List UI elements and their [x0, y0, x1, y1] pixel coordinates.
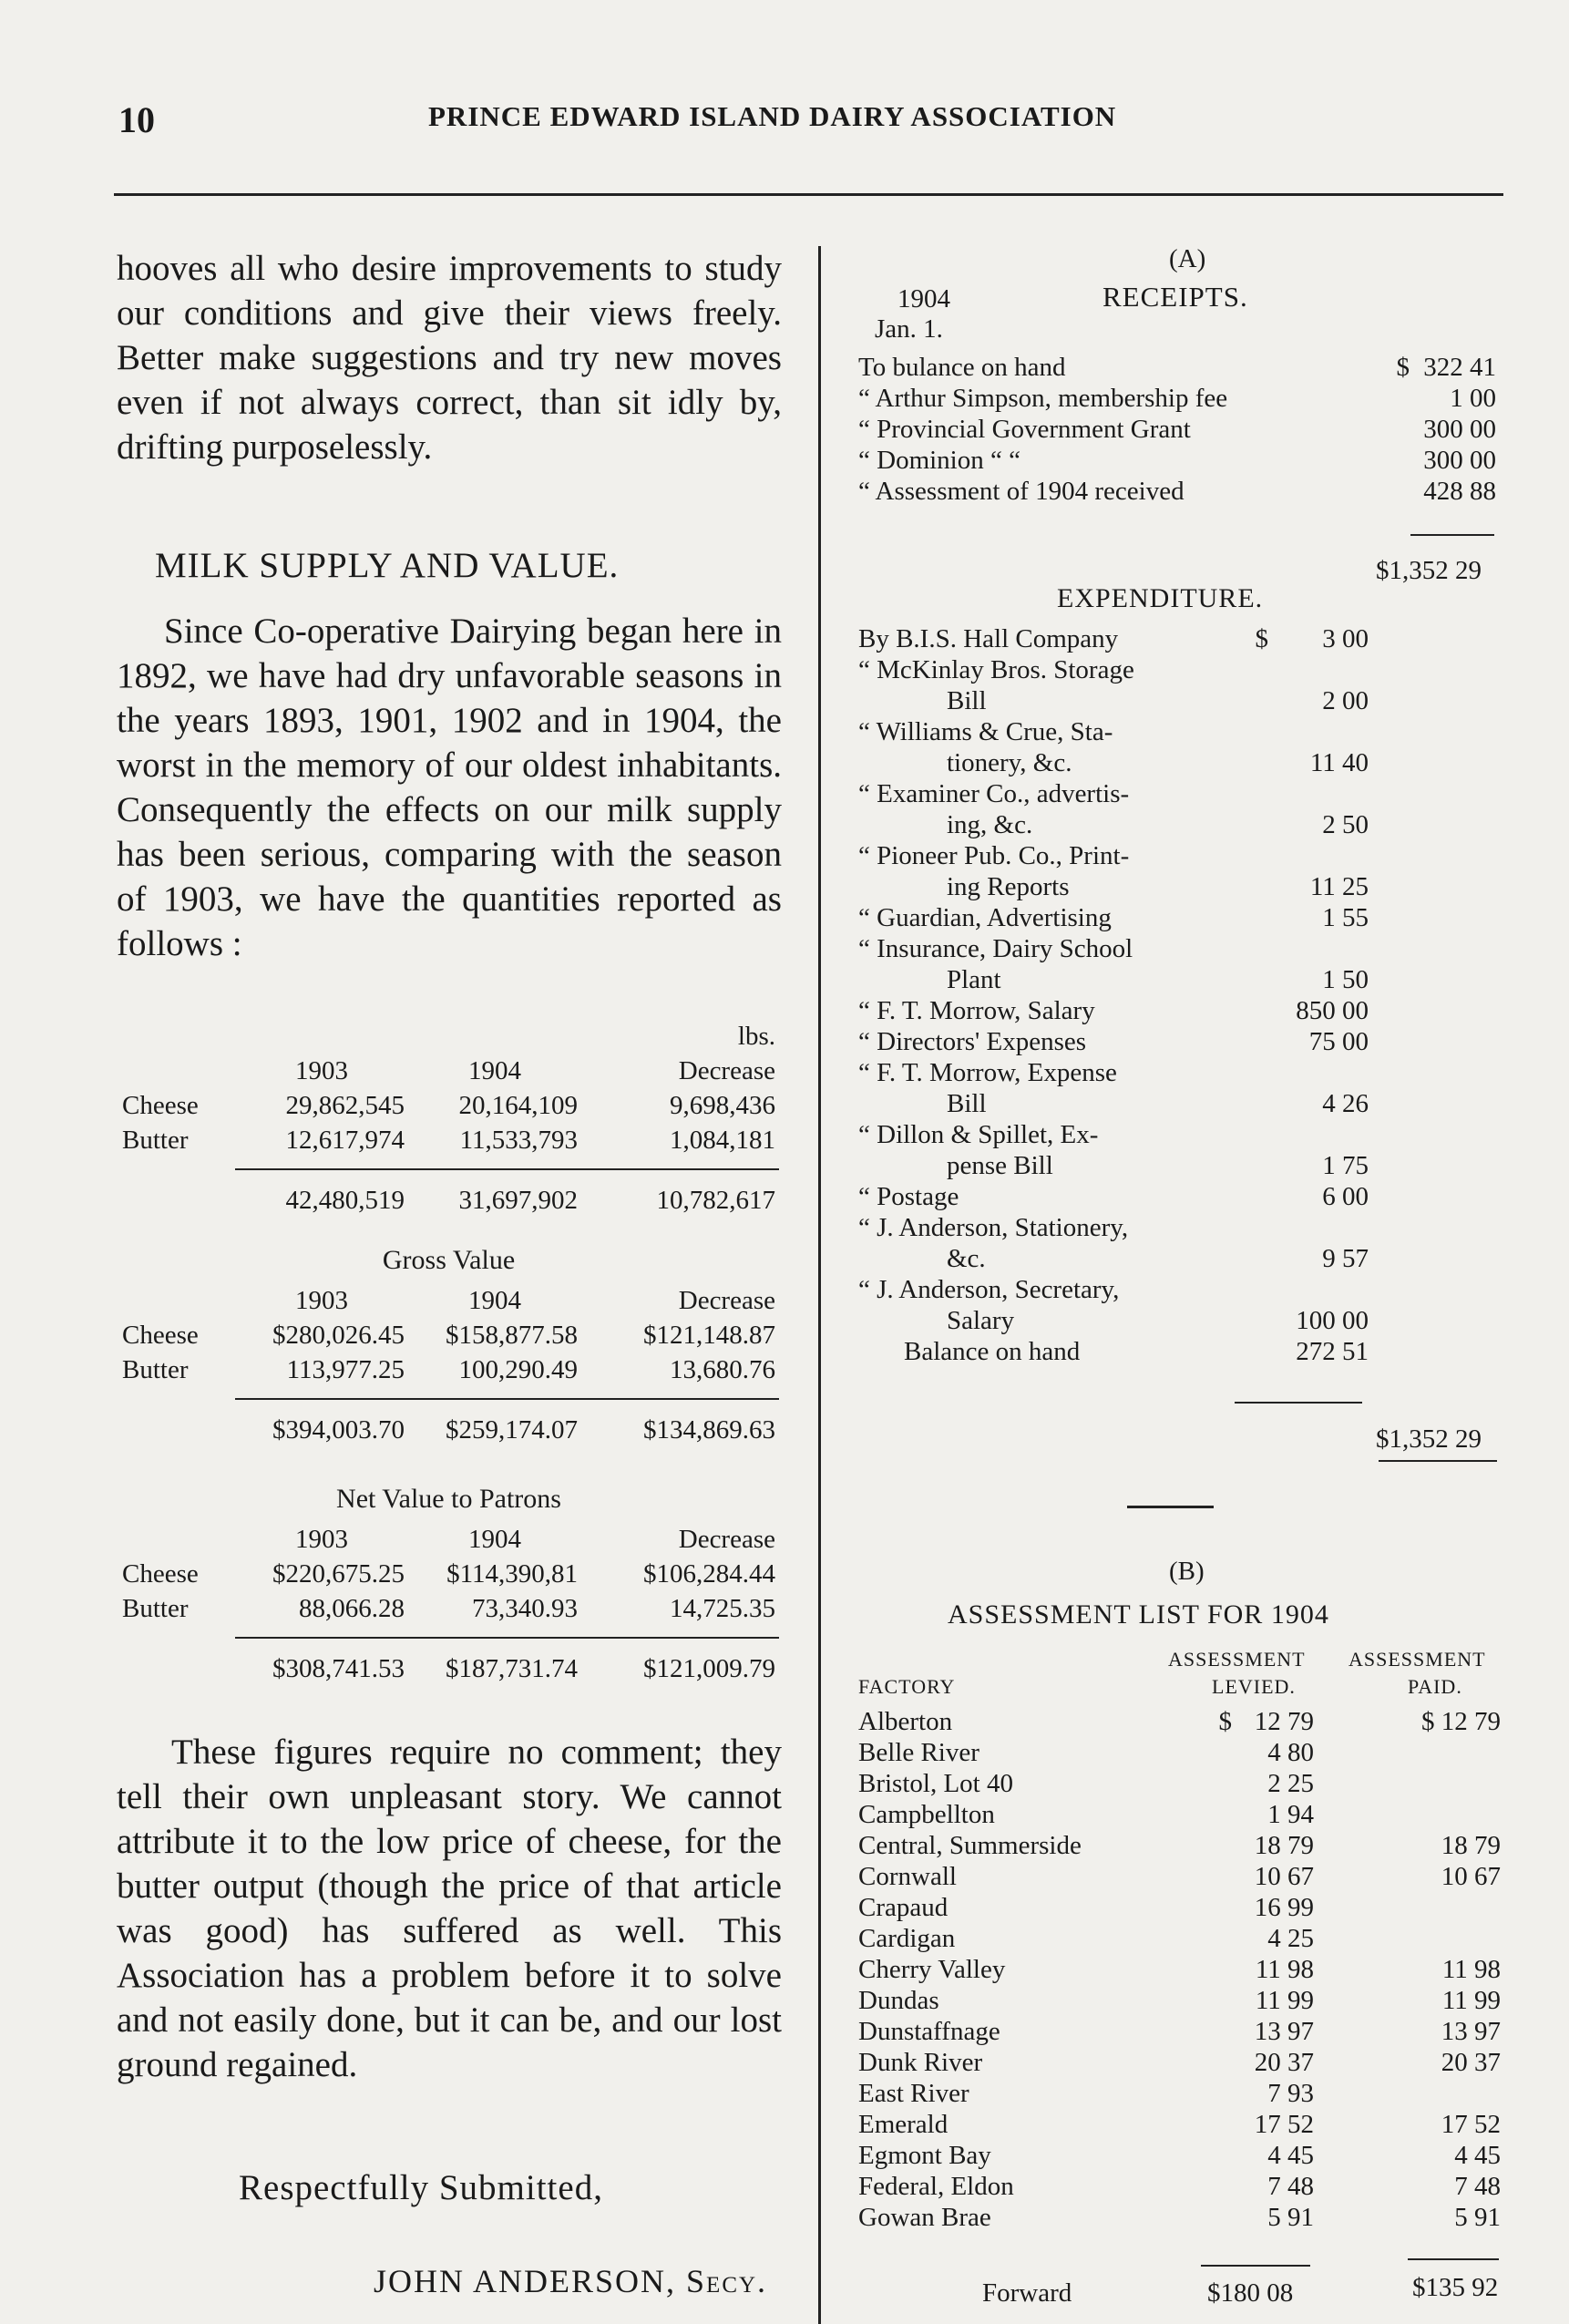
expenditure-amount: 11 25 — [1309, 872, 1369, 901]
table-row — [858, 1985, 1501, 2016]
paid-amount: 10 67 — [1441, 1862, 1501, 1891]
table-row — [858, 2109, 1501, 2140]
expenditure-dollar — [1241, 1026, 1268, 1057]
page-number: 10 — [118, 99, 155, 140]
paid-header-line2: PAID. — [1408, 1675, 1462, 1698]
receipt-amount: 300 00 — [1423, 415, 1496, 444]
expenditure-amount: 75 00 — [1308, 1027, 1369, 1056]
table-row — [858, 2047, 1501, 2078]
factory-name: Dunstaffnage — [858, 2017, 1000, 2046]
expenditure-text: Bill — [947, 1089, 987, 1118]
total-value: 31,697,902 — [408, 1169, 581, 1218]
receipt-row — [858, 352, 1496, 383]
paid-amount: 11 99 — [1441, 1986, 1501, 2015]
expenditure-amount: 2 00 — [1322, 686, 1369, 715]
row-label: Butter — [122, 1125, 189, 1155]
expenditure-text: “ J. Anderson, Stationery, — [858, 1213, 1129, 1242]
header-rule — [114, 193, 1503, 196]
cell-value: $114,390,81 — [446, 1558, 578, 1589]
expenditure-dollar — [1241, 1336, 1268, 1367]
table-row — [858, 1768, 1501, 1799]
factory-name: Central, Summerside — [858, 1831, 1082, 1860]
levied-amount: 4 25 — [1267, 1924, 1314, 1953]
gross-value-caption: Gross Value — [382, 1245, 516, 1275]
table-row — [118, 1591, 779, 1626]
expenditure-text: ing Reports — [947, 872, 1070, 901]
expenditure-text: Balance on hand — [904, 1337, 1081, 1366]
factory-name: Dundas — [858, 1986, 939, 2015]
expenditure-text: Salary — [947, 1306, 1015, 1335]
expenditure-amount: 4 26 — [1322, 1089, 1369, 1118]
cell-value: 88,066.28 — [299, 1593, 405, 1623]
table-row — [118, 1557, 779, 1591]
levied-dollar — [1209, 1737, 1232, 1768]
expenditure-amount: 11 40 — [1309, 748, 1369, 777]
expenditure-text: ing, &c. — [947, 810, 1033, 839]
receipts-date: Jan. 1. — [875, 314, 943, 344]
expenditure-amount: 3 00 — [1322, 624, 1369, 653]
table-row — [858, 2171, 1501, 2202]
expenditure-amount: 1 50 — [1322, 965, 1369, 994]
levied-amount: 5 91 — [1267, 2203, 1314, 2232]
factory-name: Campbellton — [858, 1800, 995, 1829]
receipt-amount: 300 00 — [1423, 446, 1496, 475]
expenditure-text: Plant — [947, 965, 1001, 994]
expenditure-amount — [1268, 1119, 1369, 1150]
factory-name: East River — [858, 2079, 969, 2108]
table-row — [858, 1954, 1501, 1985]
section-title: MILK SUPPLY AND VALUE. — [155, 546, 620, 585]
levied-dollar — [1209, 1830, 1232, 1861]
expenditure-text: “ J. Anderson, Secretary, — [858, 1275, 1120, 1304]
cell-value: 12,617,974 — [285, 1125, 405, 1155]
receipts-year: 1904 — [897, 284, 950, 314]
table-row — [858, 1861, 1501, 1892]
expenditure-text: “ McKinlay Bros. Storage — [858, 655, 1134, 684]
expenditure-row — [858, 623, 1369, 654]
levied-dollar — [1209, 1954, 1232, 1985]
expenditure-row — [858, 964, 1369, 995]
paid-amount: 4 45 — [1454, 2141, 1501, 2170]
expenditure-row — [858, 685, 1369, 716]
expenditure-row — [858, 809, 1369, 840]
cell-value: 14,725.35 — [670, 1593, 775, 1623]
cell-value: 73,340.93 — [472, 1593, 578, 1623]
receipts-total: $1,352 29 — [1376, 556, 1482, 585]
cell-value: $220,675.25 — [272, 1558, 405, 1589]
expenditure-row — [858, 840, 1369, 871]
forward-levied: $180 08 — [1207, 2278, 1294, 2308]
receipt-amount: 1 00 — [1450, 384, 1496, 413]
row-label: Cheese — [122, 1558, 199, 1589]
expenditure-amount: 1 55 — [1322, 903, 1369, 932]
factory-name: Alberton — [858, 1707, 953, 1736]
levied-amount: 4 80 — [1267, 1738, 1314, 1767]
expenditure-dollar — [1241, 747, 1268, 778]
expenditure-text: “ Insurance, Dairy School — [858, 934, 1133, 963]
expenditure-text: “ Dillon & Spillet, Ex- — [858, 1120, 1099, 1149]
levied-amount: 11 98 — [1255, 1955, 1314, 1984]
expenditure-subtotal-rule — [1235, 1402, 1362, 1404]
levied-dollar — [1209, 2109, 1232, 2140]
levied-amount: 17 52 — [1254, 2110, 1314, 2139]
factory-name: Cornwall — [858, 1862, 957, 1891]
table-row — [858, 2016, 1501, 2047]
expenditure-dollar — [1241, 1243, 1268, 1274]
expenditure-row — [858, 716, 1369, 747]
expenditure-row — [858, 1274, 1369, 1305]
levied-amount: 18 79 — [1254, 1831, 1314, 1860]
expenditure-amount — [1268, 1212, 1369, 1243]
levied-dollar — [1209, 1923, 1232, 1954]
expenditure-amount — [1268, 840, 1369, 871]
net-header-1903: 1903 — [295, 1524, 348, 1554]
cell-value: 29,862,545 — [285, 1090, 405, 1120]
expenditure-row — [858, 1212, 1369, 1243]
factory-name: Bristol, Lot 40 — [858, 1769, 1013, 1798]
levied-dollar — [1209, 2078, 1232, 2109]
expenditure-dollar — [1241, 1150, 1268, 1181]
assessment-title: ASSESSMENT LIST FOR 1904 — [948, 1599, 1329, 1630]
quantities-header-1904: 1904 — [468, 1055, 521, 1085]
levied-dollar — [1209, 1768, 1232, 1799]
levied-amount: 12 79 — [1254, 1707, 1314, 1736]
factory-name: Federal, Eldon — [858, 2172, 1014, 2201]
expenditure-dollar — [1241, 964, 1268, 995]
assessment-table — [858, 1706, 1501, 2233]
expenditure-total: $1,352 29 — [1376, 1424, 1482, 1454]
expenditure-text: Bill — [947, 686, 987, 715]
row-label: Cheese — [122, 1320, 199, 1350]
factory-name: Belle River — [858, 1738, 979, 1767]
cell-value: 13,680.76 — [670, 1354, 775, 1384]
cell-value: 100,290.49 — [458, 1354, 578, 1384]
levied-dollar — [1209, 1892, 1232, 1923]
paid-amount: 20 37 — [1441, 2048, 1501, 2077]
expenditure-row — [858, 1336, 1369, 1367]
receipt-dollar — [1382, 476, 1410, 507]
section-separator — [1127, 1506, 1214, 1508]
column-divider — [818, 246, 821, 2324]
cell-value: 9,698,436 — [670, 1090, 775, 1120]
expenditure-text: “ Guardian, Advertising — [858, 903, 1112, 932]
expenditure-dollar — [1241, 933, 1268, 964]
receipt-dollar — [1382, 383, 1410, 414]
gross-header-decrease: Decrease — [678, 1285, 775, 1315]
total-value: $259,174.07 — [408, 1399, 581, 1447]
levied-dollar — [1209, 2171, 1232, 2202]
paid-amount: 17 52 — [1441, 2110, 1501, 2139]
paid-amount: 18 79 — [1441, 1831, 1501, 1860]
receipt-amount: 322 41 — [1423, 353, 1496, 382]
row-label: Butter — [122, 1354, 189, 1384]
factory-name: Cherry Valley — [858, 1955, 1006, 1984]
cell-value: 11,533,793 — [459, 1125, 578, 1155]
expenditure-row — [858, 902, 1369, 933]
expenditure-row — [858, 1181, 1369, 1212]
unit-label: lbs. — [737, 1021, 775, 1051]
expenditure-row — [858, 1119, 1369, 1150]
row-label: Butter — [122, 1593, 189, 1623]
receipt-amount: 428 88 — [1423, 477, 1496, 506]
receipts-title: RECEIPTS. — [1102, 281, 1248, 313]
expenditure-dollar — [1241, 902, 1268, 933]
table-row — [858, 1799, 1501, 1830]
levied-amount: 16 99 — [1254, 1893, 1314, 1922]
levied-amount: 11 99 — [1255, 1986, 1314, 2015]
table-row — [858, 2078, 1501, 2109]
paid-amount: 11 98 — [1441, 1955, 1501, 1984]
expenditure-row — [858, 1243, 1369, 1274]
expenditure-text: “ Postage — [858, 1182, 959, 1211]
table-row — [858, 1892, 1501, 1923]
levied-amount: 10 67 — [1254, 1862, 1314, 1891]
total-value: $394,003.70 — [235, 1399, 408, 1447]
gross-header-1904: 1904 — [468, 1285, 521, 1315]
expenditure-dollar — [1241, 1212, 1268, 1243]
levied-dollar — [1209, 1861, 1232, 1892]
table-row — [858, 2140, 1501, 2171]
paid-amount: 7 48 — [1454, 2172, 1501, 2201]
expenditure-title: EXPENDITURE. — [1057, 583, 1264, 613]
forward-label: Forward — [982, 2278, 1072, 2308]
expenditure-dollar — [1241, 1181, 1268, 1212]
expenditure-dollar — [1241, 1274, 1268, 1305]
expenditure-amount: 6 00 — [1322, 1182, 1369, 1211]
expenditure-row — [858, 778, 1369, 809]
signature: JOHN ANDERSON, Secy. — [374, 2263, 768, 2299]
table-row — [858, 1830, 1501, 1861]
paid-amount — [1314, 1892, 1501, 1923]
paid-amount — [1314, 1768, 1501, 1799]
section-b-marker: (B) — [1169, 1557, 1205, 1586]
receipts-total-rule — [1410, 534, 1494, 536]
signoff: Respectfully Submitted, — [239, 2168, 603, 2207]
quantities-header-decrease: Decrease — [678, 1055, 775, 1085]
expenditure-text: “ Pioneer Pub. Co., Print- — [858, 841, 1130, 870]
factory-name: Egmont Bay — [858, 2141, 991, 2170]
expenditure-amount: 2 50 — [1322, 810, 1369, 839]
receipt-text: To bulance on hand — [858, 353, 1066, 382]
expenditure-row — [858, 1026, 1369, 1057]
factory-name: Cardigan — [858, 1924, 956, 1953]
expenditure-text: “ F. T. Morrow, Salary — [858, 996, 1095, 1025]
paid-amount: 13 97 — [1441, 2017, 1501, 2046]
expenditure-dollar — [1241, 1305, 1268, 1336]
expenditure-table — [858, 623, 1369, 1367]
expenditure-row — [858, 933, 1369, 964]
expenditure-text: “ F. T. Morrow, Expense — [858, 1058, 1117, 1087]
expenditure-row — [858, 1057, 1369, 1088]
forward-rule-levied — [1201, 2265, 1310, 2267]
expenditure-row — [858, 747, 1369, 778]
levied-dollar — [1209, 2140, 1232, 2171]
levied-dollar — [1209, 2016, 1232, 2047]
expenditure-dollar — [1241, 778, 1268, 809]
expenditure-row — [858, 995, 1369, 1026]
expenditure-amount — [1268, 1057, 1369, 1088]
expenditure-amount: 1 75 — [1322, 1151, 1369, 1180]
levied-dollar — [1209, 2202, 1232, 2233]
expenditure-text: “ Williams & Crue, Sta- — [858, 717, 1113, 746]
table-row — [118, 1352, 779, 1387]
table-row — [858, 1737, 1501, 1768]
expenditure-row — [858, 871, 1369, 902]
expenditure-row — [858, 1088, 1369, 1119]
closing-paragraph: These figures require no comment; they tell their own unpleasant story. We cannot attribute it to the low price of cheese, for the butter output (though the price of that article was good) has suffered as well. This Association has a problem before it to solve and not easily done, but it can be, and our lost ground regained. — [117, 1733, 782, 2084]
table-row — [118, 1318, 779, 1352]
total-value: $308,741.53 — [235, 1638, 408, 1686]
total-value: $121,009.79 — [581, 1638, 779, 1686]
net-header-1904: 1904 — [468, 1524, 521, 1554]
factory-name: Crapaud — [858, 1893, 949, 1922]
levied-amount: 4 45 — [1267, 2141, 1314, 2170]
row-label: Cheese — [122, 1090, 199, 1120]
table-row — [118, 1088, 779, 1123]
receipt-dollar — [1382, 445, 1410, 476]
expenditure-amount: 9 57 — [1322, 1244, 1369, 1273]
expenditure-text: pense Bill — [947, 1151, 1053, 1180]
net-value-table — [118, 1522, 779, 1686]
expenditure-amount — [1268, 654, 1369, 685]
levied-dollar — [1209, 2047, 1232, 2078]
levied-dollar — [1209, 1985, 1232, 2016]
receipt-row — [858, 414, 1496, 445]
cell-value: 113,977.25 — [286, 1354, 405, 1384]
expenditure-amount — [1268, 933, 1369, 964]
receipt-dollar: $ — [1396, 353, 1410, 382]
expenditure-dollar: $ — [1255, 624, 1268, 653]
table-row — [118, 1123, 779, 1157]
paid-header-line1: ASSESSMENT — [1349, 1648, 1486, 1671]
cell-value: 1,084,181 — [670, 1125, 775, 1155]
expenditure-dollar — [1241, 995, 1268, 1026]
total-value: $187,731.74 — [408, 1638, 581, 1686]
expenditure-text: tionery, &c. — [947, 748, 1072, 777]
running-head: PRINCE EDWARD ISLAND DAIRY ASSOCIATION — [428, 100, 1117, 132]
expenditure-dollar — [1241, 685, 1268, 716]
gross-value-table — [118, 1283, 779, 1447]
receipt-text: “ Arthur Simpson, membership fee — [858, 384, 1228, 413]
table-row — [858, 2202, 1501, 2233]
levied-amount: 20 37 — [1254, 2048, 1314, 2077]
expenditure-amount: 850 00 — [1296, 996, 1369, 1025]
paid-amount — [1314, 2078, 1501, 2109]
expenditure-text: “ Examiner Co., advertis- — [858, 779, 1130, 808]
expenditure-amount: 100 00 — [1296, 1306, 1369, 1335]
paid-amount — [1314, 1799, 1501, 1830]
table-row — [858, 1923, 1501, 1954]
expenditure-total-rule — [1379, 1460, 1497, 1462]
paid-amount — [1314, 1923, 1501, 1954]
levied-amount: 7 93 — [1267, 2079, 1314, 2108]
paid-amount: $ 12 79 — [1421, 1707, 1501, 1736]
totals-row — [118, 1638, 779, 1686]
expenditure-amount — [1268, 778, 1369, 809]
totals-row — [118, 1169, 779, 1218]
factory-header: FACTORY — [858, 1675, 956, 1698]
expenditure-text: By B.I.S. Hall Company — [858, 624, 1119, 653]
cell-value: 20,164,109 — [458, 1090, 578, 1120]
total-value: 42,480,519 — [235, 1169, 408, 1218]
expenditure-dollar — [1241, 1119, 1268, 1150]
expenditure-row — [858, 654, 1369, 685]
expenditure-amount: 272 51 — [1296, 1337, 1369, 1366]
forward-rule-paid — [1408, 2258, 1499, 2260]
total-value: $134,869.63 — [581, 1399, 779, 1447]
cell-value: $121,148.87 — [643, 1320, 775, 1350]
paid-amount: 5 91 — [1454, 2203, 1501, 2232]
receipts-table — [858, 352, 1496, 507]
levied-amount: 2 25 — [1267, 1769, 1314, 1798]
cell-value: $280,026.45 — [272, 1320, 405, 1350]
expenditure-text: “ Directors' Expenses — [858, 1027, 1087, 1056]
factory-name: Emerald — [858, 2110, 949, 2139]
levied-header-line2: LEVIED. — [1212, 1675, 1296, 1698]
receipt-dollar — [1382, 414, 1410, 445]
receipt-text: “ Assessment of 1904 received — [858, 477, 1184, 506]
expenditure-dollar — [1241, 840, 1268, 871]
expenditure-dollar — [1241, 1088, 1268, 1119]
totals-row — [118, 1399, 779, 1447]
factory-name: Dunk River — [858, 2048, 983, 2077]
expenditure-dollar — [1241, 654, 1268, 685]
expenditure-row — [858, 1305, 1369, 1336]
table-row — [858, 1706, 1501, 1737]
expenditure-dollar — [1241, 1057, 1268, 1088]
expenditure-amount — [1268, 716, 1369, 747]
receipt-row — [858, 476, 1496, 507]
expenditure-text: &c. — [947, 1244, 986, 1273]
quantities-table — [118, 1019, 779, 1218]
quantities-header-1903: 1903 — [295, 1055, 348, 1085]
net-value-caption: Net Value to Patrons — [336, 1484, 561, 1514]
levied-dollar: $ — [1218, 1707, 1232, 1736]
paid-amount — [1314, 1737, 1501, 1768]
cell-value: $158,877.58 — [446, 1320, 578, 1350]
receipt-row — [858, 445, 1496, 476]
levied-amount: 7 48 — [1267, 2172, 1314, 2201]
section-a-marker: (A) — [1169, 244, 1206, 273]
expenditure-dollar — [1241, 716, 1268, 747]
expenditure-dollar — [1241, 871, 1268, 902]
receipt-text: “ Dominion “ “ — [858, 446, 1020, 475]
receipt-text: “ Provincial Government Grant — [858, 415, 1191, 444]
gross-header-1903: 1903 — [295, 1285, 348, 1315]
net-header-decrease: Decrease — [678, 1524, 775, 1554]
total-value: 10,782,617 — [581, 1169, 779, 1218]
levied-amount: 13 97 — [1254, 2017, 1314, 2046]
factory-name: Gowan Brae — [858, 2203, 991, 2232]
forward-paid: $135 92 — [1412, 2273, 1499, 2302]
cell-value: $106,284.44 — [643, 1558, 775, 1589]
levied-dollar — [1209, 1799, 1232, 1830]
levied-amount: 1 94 — [1267, 1800, 1314, 1829]
expenditure-amount — [1268, 1274, 1369, 1305]
levied-header-line1: ASSESSMENT — [1168, 1648, 1306, 1671]
expenditure-dollar — [1241, 809, 1268, 840]
expenditure-row — [858, 1150, 1369, 1181]
intro-paragraph: hooves all who desire improvements to study our conditions and give their views freely. Better make suggestions and try new moves even if not always correct, than sit idly by, drifting purposelessly. — [117, 249, 782, 467]
section-paragraph: Since Co-operative Dairying began here in 1892, we have had dry unfavorable seasons in the years 1893, 1901, 1902 and in 1904, the worst in the memory of our oldest inhabitants. Consequently the effects on our milk supply has been serious, comparing with the season of 1903, we have the quantities reported as follows : — [117, 612, 782, 963]
receipt-row — [858, 383, 1496, 414]
